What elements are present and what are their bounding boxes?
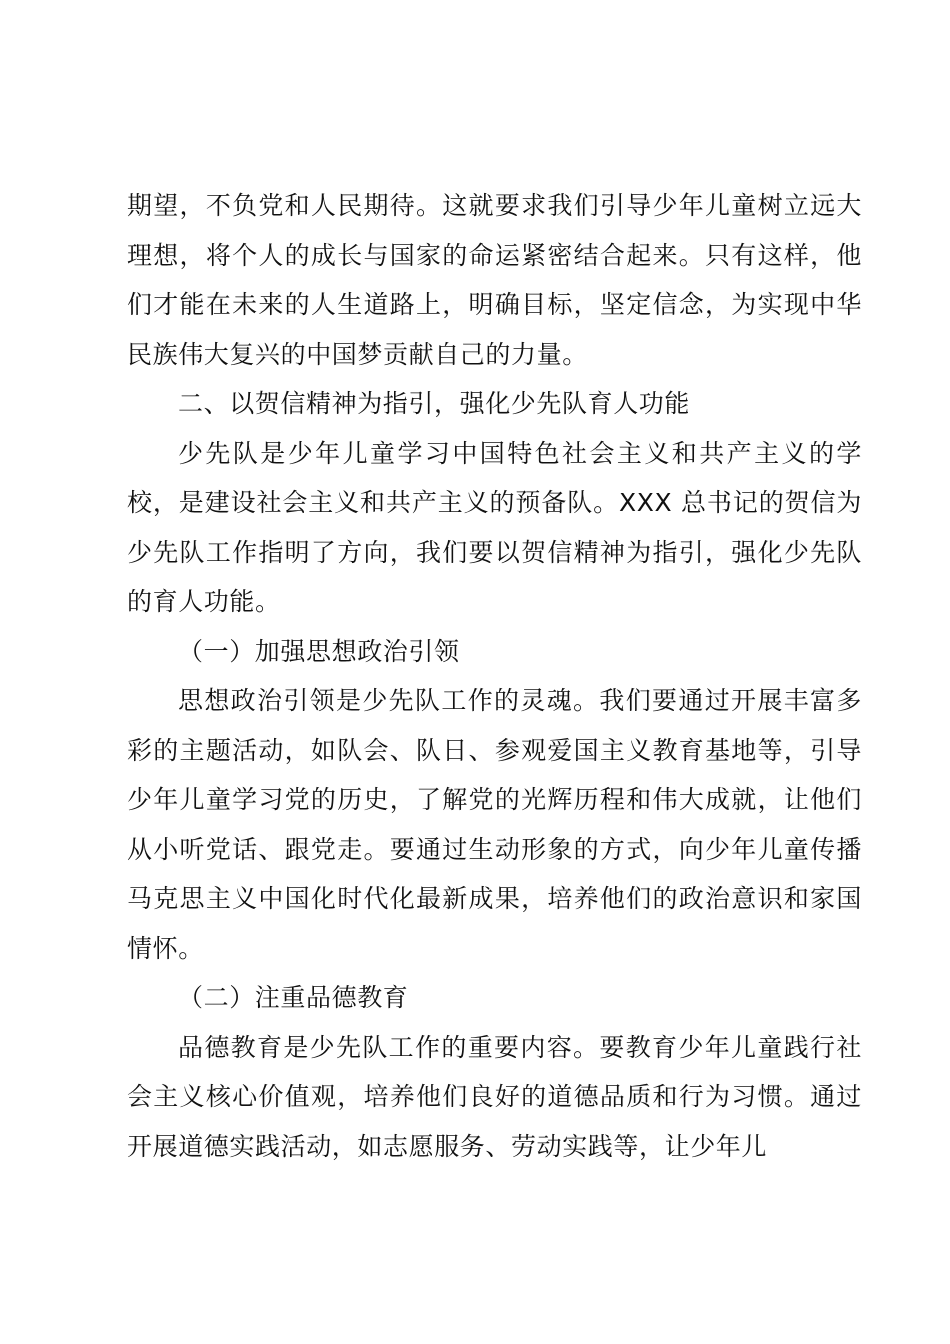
subheading-2: （二）注重品德教育 bbox=[178, 983, 409, 1012]
paragraph-continuation: 期望，不负党和人民期待。这就要求我们引导少年儿童树立远大理想，将个人的成长与国家的命运紧密结合起来。只有这样，他们才能在未来的人生道路上，明确目标，坚定信念，为实现中华民族伟大复兴的中国梦贡献自己的力量。 bbox=[127, 191, 862, 369]
paragraph-young-pioneers: 少先队是少年儿童学习中国特色社会主义和共产主义的学校，是建设社会主义和共产主义的预备队。XXX 总书记的贺信为少先队工作指明了方向，我们要以贺信精神为指引，强化少先队的育人功能。 bbox=[127, 438, 862, 616]
document-body bbox=[127, 181, 862, 1171]
paragraph-moral-education: 品德教育是少先队工作的重要内容。要教育少年儿童践行社会主义核心价值观，培养他们良好的道德品质和行为习惯。通过开展道德实践活动，如志愿服务、劳动实践等，让少年儿 bbox=[127, 1032, 862, 1161]
section-heading-2: 二、以贺信精神为指引，强化少先队育人功能 bbox=[178, 389, 691, 418]
paragraph-ideological-guidance: 思想政治引领是少先队工作的灵魂。我们要通过开展丰富多彩的主题活动，如队会、队日、参观爱国主义教育基地等，引导少年儿童学习党的历史，了解党的光辉历程和伟大成就，让他们从小听党话、跟党走。要通过生动形象的方式，向少年儿童传播马克思主义中国化时代化最新成果，培养他们的政治意识和家国情怀。 bbox=[127, 686, 862, 963]
subheading-1: （一）加强思想政治引领 bbox=[178, 636, 460, 666]
